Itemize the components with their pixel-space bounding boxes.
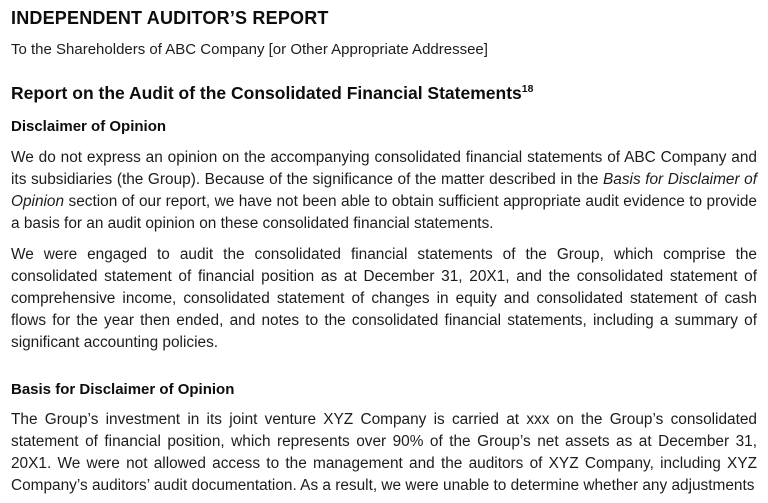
- section-heading-text: Report on the Audit of the Consolidated Financial Statements: [11, 83, 522, 103]
- subheading-disclaimer-of-opinion: Disclaimer of Opinion: [11, 118, 167, 135]
- paragraph-disclaimer-1: [11, 147, 757, 235]
- footnote-reference: 18: [521, 83, 534, 96]
- report-title: INDEPENDENT AUDITOR’S REPORT: [11, 8, 329, 28]
- paragraph-disclaimer-1-italic-reference: Basis for Disclaimer of Opinion: [11, 171, 758, 210]
- paragraph-disclaimer-1-before: We do not express an opinion on the accompanying consolidated financial statements of ABC Company and its subsidiaries (the Group). Because of the significance of the matter described in the: [11, 149, 757, 188]
- paragraph-disclaimer-2: We were engaged to audit the consolidated financial statements of the Group, which comprise the consolidated statement of financial position as at December 31, 20X1, and the consolidated statement of comprehensive income, consolidated statement of changes in equity and consolidated statement of cash flows for the year then ended, and notes to the consolidated financial statements, including a summary of significant accounting policies.: [11, 246, 757, 351]
- addressee-line: To the Shareholders of ABC Company [or Other Appropriate Addressee]: [11, 41, 488, 58]
- paragraph-basis-1: The Group’s investment in its joint venture XYZ Company is carried at xxx on the Group’s consolidated statement of financial position, which represents over 90% of the Group’s net assets as at December 31, 20X1. We were not allowed access to the management and the auditors of XYZ Company, including XYZ Company’s auditors’ audit documentation. As a result, we were unable to determine whether any adjustments: [11, 411, 757, 494]
- subheading-basis-for-disclaimer: Basis for Disclaimer of Opinion: [11, 381, 235, 398]
- section-heading-audit-report: [11, 81, 757, 105]
- paragraph-disclaimer-1-after: section of our report, we have not been able to obtain sufficient appropriate audit evidence to provide a basis for an audit opinion on these consolidated financial statements.: [11, 193, 757, 232]
